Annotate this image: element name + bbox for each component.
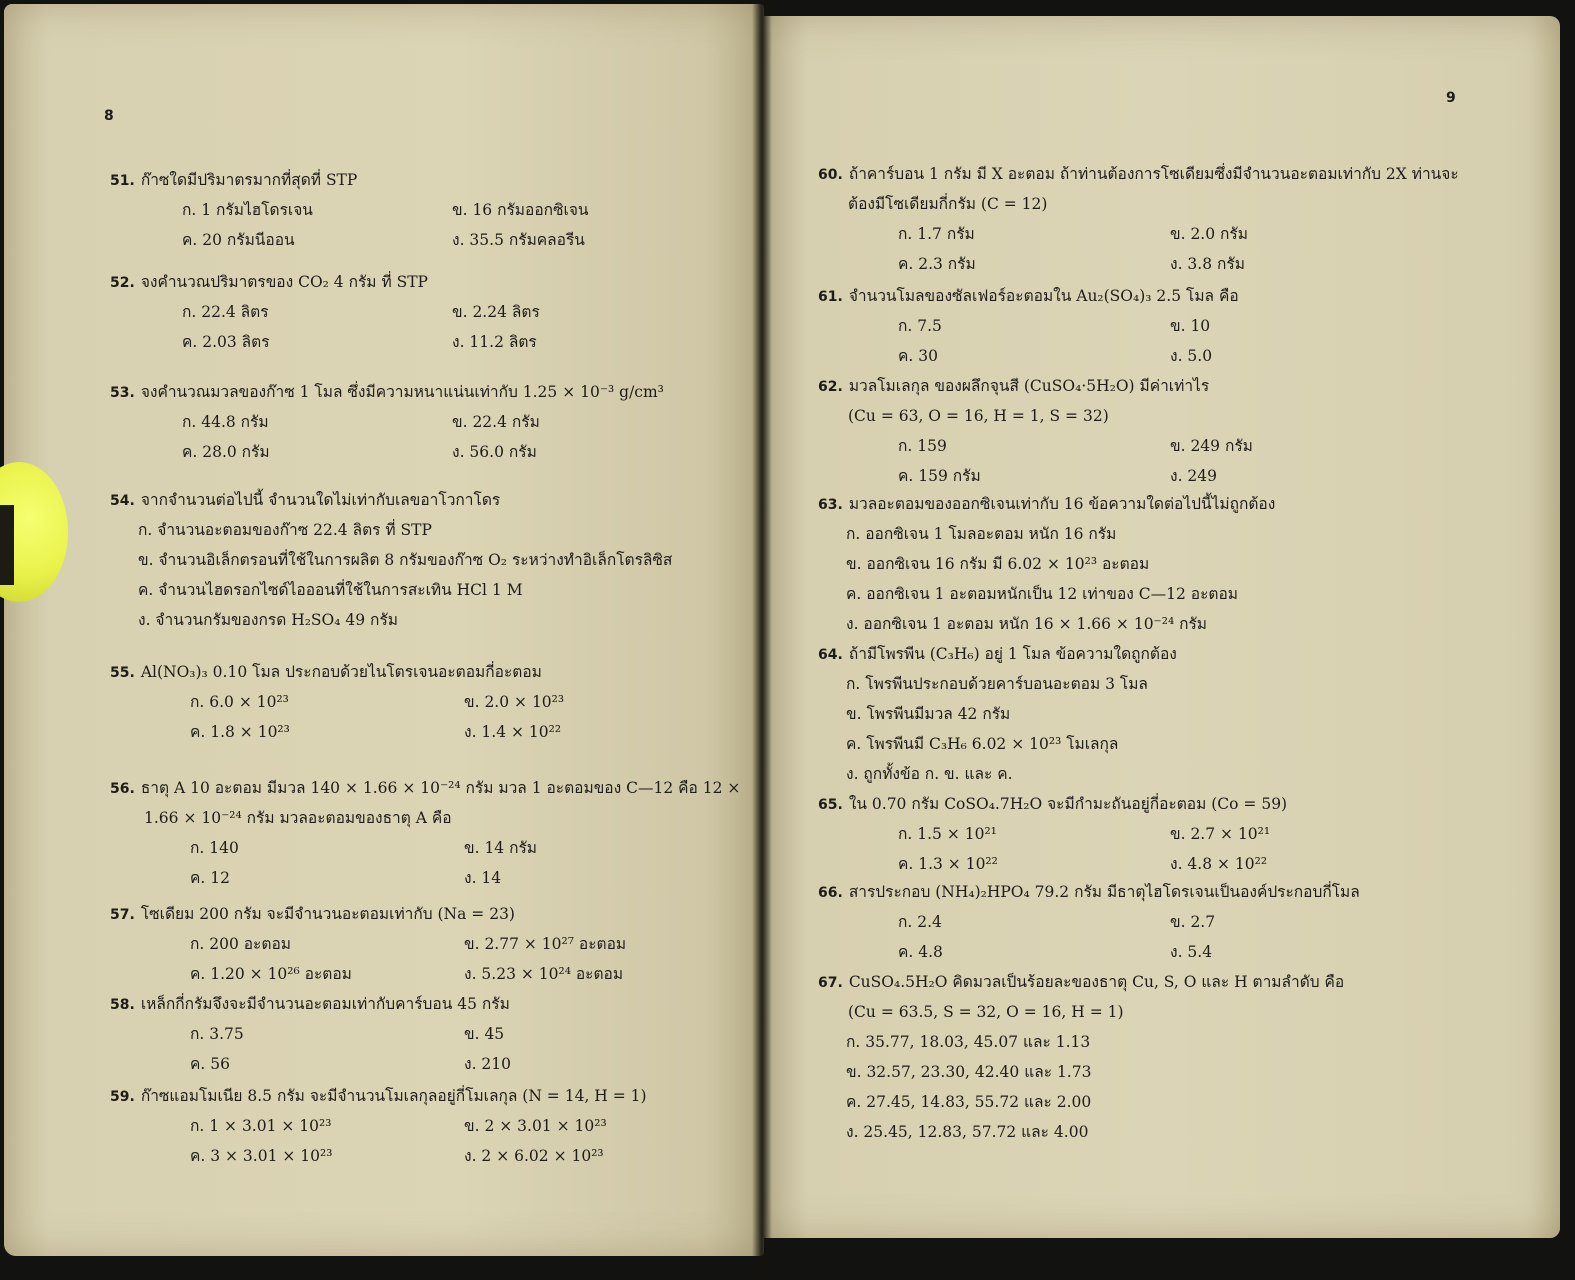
answer-option: ข. 2.0 กรัม (1170, 225, 1248, 243)
answer-option: ค. 3 × 3.01 × 10²³ (190, 1147, 333, 1165)
answer-option: ก. 1.5 × 10²¹ (898, 825, 997, 843)
page-number: 8 (104, 108, 114, 124)
answer-option: ข. 2.24 ลิตร (452, 303, 540, 321)
question-number: 60. (818, 167, 843, 183)
answer-option: ง. 1.4 × 10²² (464, 723, 562, 741)
answer-option: ค. 159 กรัม (898, 467, 981, 485)
question-58 (110, 994, 510, 1015)
answer-option: ง. ถูกทั้งข้อ ก. ข. และ ค. (846, 765, 1013, 783)
answer-option: ค. 56 (190, 1055, 230, 1073)
answer-option: ก. 1 × 3.01 × 10²³ (190, 1117, 332, 1135)
question-66 (818, 882, 1360, 903)
question-number: 57. (110, 907, 135, 923)
answer-option: ค. 1.8 × 10²³ (190, 723, 290, 741)
answer-option: ข. จำนวนอิเล็กตรอนที่ใช้ในการผลิต 8 กรัมของก๊าซ O₂ ระหว่างทำอิเล็กโตรลิซิส (138, 551, 673, 569)
answer-option: ค. 28.0 กรัม (182, 443, 270, 461)
answer-option: ง. 5.23 × 10²⁴ อะตอม (464, 965, 624, 983)
answer-option: ข. 2 × 3.01 × 10²³ (464, 1117, 607, 1135)
answer-option: ก. จำนวนอะตอมของก๊าซ 22.4 ลิตร ที่ STP (138, 521, 432, 539)
question-61 (818, 286, 1239, 307)
question-65 (818, 794, 1287, 815)
answer-option: ข. 16 กรัมออกซิเจน (452, 201, 589, 219)
question-text: มวลอะตอมของออกซิเจนเท่ากับ 16 ข้อความใดต่อไปนี้ไม่ถูกต้อง (848, 495, 1276, 513)
answer-option: ค. จำนวนไฮดรอกไซด์ไอออนที่ใช้ในการสะเทิน HCl 1 M (138, 581, 523, 599)
question-62 (818, 376, 1209, 397)
answer-option: ก. 35.77, 18.03, 45.07 และ 1.13 (846, 1033, 1091, 1051)
question-51 (110, 170, 357, 191)
answer-option: ค. 30 (898, 347, 938, 365)
answer-option: ง. 3.8 กรัม (1170, 255, 1245, 273)
answer-option: ค. 12 (190, 869, 230, 887)
answer-option: ข. 10 (1170, 317, 1211, 335)
answer-option: ง. จำนวนกรัมของกรด H₂SO₄ 49 กรัม (138, 611, 398, 629)
answer-option: ข. โพรพีนมีมวล 42 กรัม (846, 705, 1011, 723)
answer-option: ข. 2.0 × 10²³ (464, 693, 565, 711)
question-number: 58. (110, 997, 135, 1013)
answer-option: ข. 249 กรัม (1170, 437, 1253, 455)
tab-shadow (0, 505, 14, 585)
answer-option: ก. 140 (190, 839, 239, 857)
question-number: 61. (818, 289, 843, 305)
question-53 (110, 382, 664, 403)
answer-option: ก. 6.0 × 10²³ (190, 693, 289, 711)
answer-option: ง. 5.4 (1170, 943, 1213, 961)
answer-option: ง. 5.0 (1170, 347, 1213, 365)
answer-option: ง. 2 × 6.02 × 10²³ (464, 1147, 604, 1165)
question-56 (110, 778, 740, 799)
question-60 (818, 164, 1459, 185)
question-text: Al(NO₃)₃ 0.10 โมล ประกอบด้วยไนโตรเจนอะตอมกี่อะตอม (140, 663, 542, 681)
answer-option: ก. ออกซิเจน 1 โมลอะตอม หนัก 16 กรัม (846, 525, 1117, 543)
answer-option: ค. 27.45, 14.83, 55.72 และ 2.00 (846, 1093, 1092, 1111)
answer-option: ก. 22.4 ลิตร (182, 303, 269, 321)
answer-option: ก. 7.5 (898, 317, 942, 335)
answer-option: ง. 4.8 × 10²² (1170, 855, 1268, 873)
answer-option: ง. 14 (464, 869, 502, 887)
answer-option: ค. โพรพีนมี C₃H₆ 6.02 × 10²³ โมเลกุล (846, 735, 1119, 753)
question-number: 67. (818, 975, 843, 991)
answer-option: ก. 200 อะตอม (190, 935, 291, 953)
answer-option: ข. 14 กรัม (464, 839, 538, 857)
question-text: เหล็กกี่กรัมจึงจะมีจำนวนอะตอมเท่ากับคาร์บอน 45 กรัม (140, 995, 510, 1013)
question-text: ใน 0.70 กรัม CoSO₄.7H₂O จะมีกำมะถันอยู่กี่อะตอม (Co = 59) (848, 795, 1288, 813)
answer-option: ก. 1 กรัมไฮโดรเจน (182, 201, 313, 219)
question-text: CuSO₄.5H₂O คิดมวลเป็นร้อยละของธาตุ Cu, S, O และ H ตามลำดับ คือ (848, 973, 1345, 991)
answer-option: ค. 20 กรัมนีออน (182, 231, 295, 249)
question-64 (818, 644, 1177, 665)
answer-option: ก. 2.4 (898, 913, 942, 931)
question-number: 55. (110, 665, 135, 681)
question-number: 66. (818, 885, 843, 901)
question-number: 64. (818, 647, 843, 663)
question-text-continued: 1.66 × 10⁻²⁴ กรัม มวลอะตอมของธาตุ A คือ (144, 809, 452, 827)
question-63 (818, 494, 1275, 515)
page-number: 9 (1446, 90, 1456, 106)
question-text: ก๊าซแอมโมเนีย 8.5 กรัม จะมีจำนวนโมเลกุลอยู่กี่โมเลกุล (N = 14, H = 1) (140, 1087, 647, 1105)
answer-option: ค. 1.3 × 10²² (898, 855, 998, 873)
answer-option: ค. ออกซิเจน 1 อะตอมหนักเป็น 12 เท่าของ C—12 อะตอม (846, 585, 1239, 603)
answer-option: ข. 32.57, 23.30, 42.40 และ 1.73 (846, 1063, 1092, 1081)
question-text: มวลโมเลกุล ของผลึกจุนสี (CuSO₄·5H₂O) มีค่าเท่าไร (848, 377, 1210, 395)
answer-option: ข. 2.77 × 10²⁷ อะตอม (464, 935, 627, 953)
question-text: ก๊าซใดมีปริมาตรมากที่สุดที่ STP (140, 171, 358, 189)
question-text: ถ้ามีโพรพีน (C₃H₆) อยู่ 1 โมล ข้อความใดถูกต้อง (848, 645, 1177, 663)
question-text: จากจำนวนต่อไปนี้ จำนวนใดไม่เท่ากับเลขอาโวกาโดร (140, 491, 501, 509)
answer-option: ค. 1.20 × 10²⁶ อะตอม (190, 965, 352, 983)
question-text-continued: (Cu = 63.5, S = 32, O = 16, H = 1) (848, 1003, 1124, 1021)
question-number: 54. (110, 493, 135, 509)
answer-option: ค. 4.8 (898, 943, 943, 961)
question-number: 63. (818, 497, 843, 513)
question-text: โซเดียม 200 กรัม จะมีจำนวนอะตอมเท่ากับ (Na = 23) (140, 905, 515, 923)
question-55 (110, 662, 542, 683)
question-number: 51. (110, 173, 135, 189)
question-54 (110, 490, 500, 511)
question-59 (110, 1086, 647, 1107)
question-text: ธาตุ A 10 อะตอม มีมวล 140 × 1.66 × 10⁻²⁴ กรัม มวล 1 อะตอมของ C—12 คือ 12 × (140, 779, 741, 797)
answer-option: ก. โพรพีนประกอบด้วยคาร์บอนอะตอม 3 โมล (846, 675, 1148, 693)
answer-option: ง. 249 (1170, 467, 1218, 485)
question-text-continued: (Cu = 63, O = 16, H = 1, S = 32) (848, 407, 1109, 425)
question-number: 56. (110, 781, 135, 797)
answer-option: ข. 2.7 (1170, 913, 1216, 931)
answer-option: ง. 210 (464, 1055, 512, 1073)
question-number: 52. (110, 275, 135, 291)
book-gutter (752, 0, 772, 1280)
question-67 (818, 972, 1344, 993)
answer-option: ง. 35.5 กรัมคลอรีน (452, 231, 585, 249)
question-text: สารประกอบ (NH₄)₂HPO₄ 79.2 กรัม มีธาตุไฮโดรเจนเป็นองค์ประกอบกี่โมล (848, 883, 1360, 901)
answer-option: ก. 44.8 กรัม (182, 413, 269, 431)
question-text-continued: ต้องมีโซเดียมกี่กรัม (C = 12) (848, 195, 1048, 213)
question-text: ถ้าคาร์บอน 1 กรัม มี X อะตอม ถ้าท่านต้องการโซเดียมซึ่งมีจำนวนอะตอมเท่ากับ 2X ท่านจะ (848, 165, 1459, 183)
question-52 (110, 272, 428, 293)
answer-option: ข. ออกซิเจน 16 กรัม มี 6.02 × 10²³ อะตอม (846, 555, 1150, 573)
answer-option: ง. ออกซิเจน 1 อะตอม หนัก 16 × 1.66 × 10⁻²⁴ กรัม (846, 615, 1208, 633)
answer-option: ก. 159 (898, 437, 947, 455)
question-number: 65. (818, 797, 843, 813)
question-text: จำนวนโมลของซัลเฟอร์อะตอมใน Au₂(SO₄)₃ 2.5 โมล คือ (848, 287, 1239, 305)
answer-option: ค. 2.3 กรัม (898, 255, 976, 273)
answer-option: ก. 3.75 (190, 1025, 244, 1043)
answer-option: ข. 22.4 กรัม (452, 413, 540, 431)
question-57 (110, 904, 515, 925)
answer-option: ข. 2.7 × 10²¹ (1170, 825, 1271, 843)
answer-option: ข. 45 (464, 1025, 505, 1043)
question-text: จงคำนวณปริมาตรของ CO₂ 4 กรัม ที่ STP (140, 273, 428, 291)
answer-option: ง. 11.2 ลิตร (452, 333, 537, 351)
question-number: 53. (110, 385, 135, 401)
question-number: 62. (818, 379, 843, 395)
answer-option: ก. 1.7 กรัม (898, 225, 975, 243)
question-number: 59. (110, 1089, 135, 1105)
answer-option: ค. 2.03 ลิตร (182, 333, 270, 351)
question-text: จงคำนวณมวลของก๊าซ 1 โมล ซึ่งมีความหนาแน่นเท่ากับ 1.25 × 10⁻³ g/cm³ (140, 383, 664, 401)
left-page (4, 4, 764, 1256)
answer-option: ง. 25.45, 12.83, 57.72 และ 4.00 (846, 1123, 1089, 1141)
answer-option: ง. 56.0 กรัม (452, 443, 537, 461)
